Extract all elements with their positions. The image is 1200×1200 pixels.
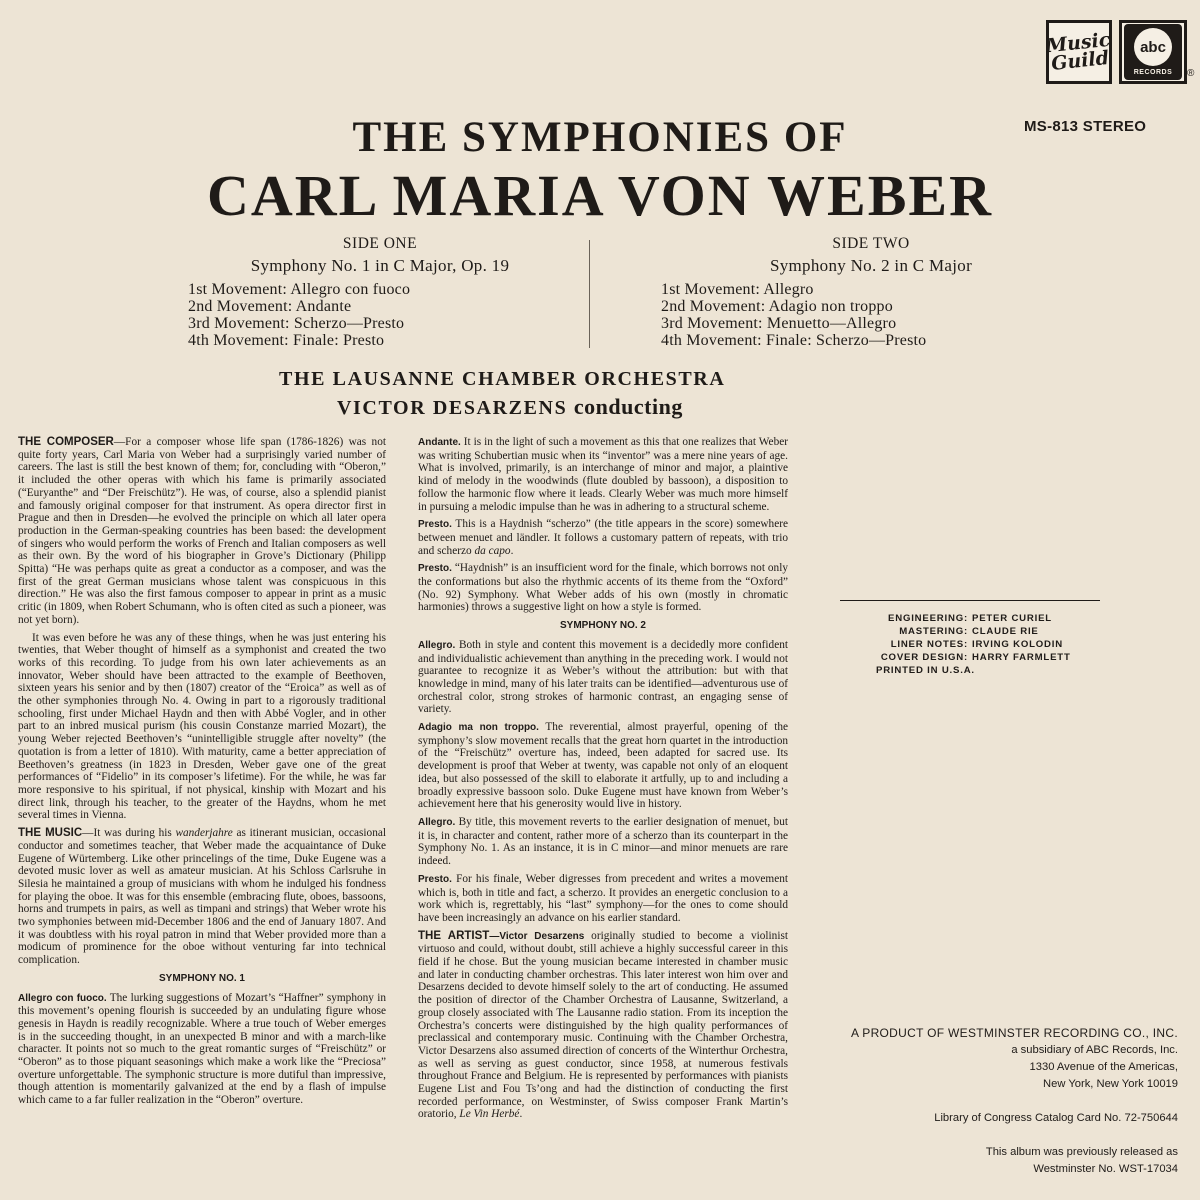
credit-row: LINER NOTES: IRVING KOLODIN bbox=[890, 639, 1063, 650]
conducting-label: conducting bbox=[573, 394, 683, 419]
catalog-number: MS-813 STEREO bbox=[1024, 118, 1147, 135]
credit-row: COVER DESIGN: HARRY FARMLETT bbox=[880, 652, 1071, 663]
side-two-heading: SIDE TWO bbox=[832, 235, 910, 252]
music-guild-logo bbox=[1046, 20, 1112, 84]
side-divider bbox=[589, 240, 590, 348]
abc-records-logo bbox=[1119, 20, 1187, 84]
side-two-movement: 3rd Movement: Menuetto—Allegro bbox=[661, 315, 897, 332]
artist-paragraph: THE ARTIST—Victor Desarzens originally studied to become a violinist virtuoso and could, without doubt, still achieve a highly successful career in this field if he chose. But the young musician became interested in chamber music and later in conducting chamber orchestras. This later interest won him over and Desarzens decided to devote himself solely to the art of conducting. He assumed the position of director of the Chamber Orchestra of Lausanne, Switzerland, a group closely associated with The Lausanne radio station. From its inception the Orchestra’s concerts were distinguished by the high quality performances of preclassical and contemporary music. Continuing with the Chamber Orchestra, Victor Desarzens also assumed direction of concerts of the Winterthur Orchestra, as well as serving as guest conductor, since 1958, at numerous festivals throughout France and Belgium. He is represented by performances with pianists Eugene List and Fou Ts’ong and had the distinction of conducting the first recorded performance, on Westminster, of Swiss composer Frank Martin’s oratorio, Le Vin Herbé. bbox=[418, 929, 788, 1121]
abc-logo-text: abc bbox=[1134, 28, 1172, 66]
side-one-movement: 2nd Movement: Andante bbox=[188, 298, 352, 315]
conductor-name: VICTOR DESARZENS bbox=[337, 397, 568, 419]
allegro-paragraph: Allegro. Both in style and content this movement is a decidedly more confident and individualistic achievement than anything in the preceding work. I would not guarantee to recognize it as Weber’s without the attribution: but with that knowledge in mind, many of his later traits can be identified—adventurous use of orchestral color, strong strokes of harmonic contrast, an engaging sense of variety. bbox=[418, 638, 788, 716]
westminster-number: Westminster No. WST-17034 bbox=[1033, 1163, 1178, 1175]
title-line-2: CARL MARIA VON WEBER bbox=[207, 163, 993, 228]
side-two-movement: 4th Movement: Finale: Scherzo—Presto bbox=[661, 332, 927, 349]
printed-in: PRINTED IN U.S.A. bbox=[876, 665, 975, 676]
presto-finale-paragraph: Presto. “Haydnish” is an insufficient word for the finale, which borrows not only the conformations but also the rhythmic accents of its theme from the “Oxford” (No. 92) Symphony. What Weber adds of his own (mostly in chromatic harmonies) throws a suggestive light on how a style is formed. bbox=[418, 562, 788, 614]
side-one-movement: 4th Movement: Finale: Presto bbox=[188, 332, 385, 349]
adagio-paragraph: Adagio ma non troppo. The reverential, almost prayerful, opening of the symphony’s slow movement recalls that the great horn quartet in the introduction of the “Freischütz” overture has, indeed, been adapted for sacred use. Its development is proof that Weber at twenty, was capable not only of an eloquent idea, but also possessed of the skill to elaborate it artfully, up to and including a broadly expressive bassoon solo. Duke Eugene must have known from Weber’s achievement here that his generosity would live in history. bbox=[418, 721, 789, 811]
scherzo-finale-paragraph: Presto. For his finale, Weber digresses from precedent and writes a movement which is, both in title and fact, a scherzo. It provides an energetic conclusion to a work which is, regrettably, his “last” symphony—for the ones to come should have been increasingly an advance on his earlier standard. bbox=[418, 872, 788, 924]
artist-heading: THE ARTIST bbox=[418, 929, 490, 942]
allegro-con-fuoco-paragraph: Allegro con fuoco. The lurking suggestions of Mozart’s “Haffner” symphony in this movement’s opening flourish is succeeded by an undulating figure whose genesis in Haydn is readily recognizable. Where a true touch of Weber emerges is in the succeeding thought, in an unexpected B minor and with a march-like character. It points not so much to the great romantic surges of “Freischütz” or “Oberon” as to those piquant seasonings which make a work like the “Preciosa” overture unforgettable. The symphonic structure is more dutiful than impressive, though attention is momentarily galvanized at the end by a flash of impulse which came to a far fuller realization in the “Oberon” overture. bbox=[18, 991, 386, 1107]
composer-paragraph: THE COMPOSER—For a composer whose life span (1786-1826) was not quite forty years, Carl Maria von Weber had a surprisingly varied number of careers. The last is still the best known of them; for, concluding with “Oberon,” it included the other operas with which his fame is primarily associated (“Euryanthe” and “Der Freischütz”). He was, of course, also a splendid pianist and famously original composer for that instrument. As opera director first in Prague and then in Dresden—he evolved the principle on which all later opera production in the German-speaking countries has been based: the development of singers who would perform the works of French and Italian composers as well as their own. By the word of his biographer in Grove’s Dictionary (Philipp Spitta) “He was perhaps quite as great a conductor as a composer, and was the first of the great German musicians whose talent was conspicuous in this direction.” He was also the first famous composer to appear in print as a music critic (in 1809, when Robert Schumann, who is often cited as such a pioneer, was not yet born). bbox=[18, 436, 386, 626]
side-two-symphony: Symphony No. 2 in C Major bbox=[769, 256, 973, 275]
side-two-movement: 2nd Movement: Adagio non troppo bbox=[661, 298, 893, 315]
address-line: 1330 Avenue of the Americas, bbox=[1029, 1061, 1178, 1073]
side-one-symphony: Symphony No. 1 in C Major, Op. 19 bbox=[250, 256, 510, 275]
side-two-movement: 1st Movement: Allegro bbox=[661, 281, 814, 298]
side-one-tracklist bbox=[170, 235, 590, 349]
previously-released: This album was previously released as bbox=[985, 1146, 1178, 1158]
symphony-1-heading: SYMPHONY NO. 1 bbox=[159, 972, 245, 984]
side-one-movement: 3rd Movement: Scherzo—Presto bbox=[188, 315, 405, 332]
liner-notes-column-1 bbox=[18, 436, 386, 1112]
side-one-heading: SIDE ONE bbox=[342, 235, 418, 252]
presto-scherzo-paragraph: Presto. This is a Haydnish “scherzo” (the title appears in the score) somewhere between menuet and ländler. It follows a customary pattern of repeats, with trio and scherzo da capo. bbox=[418, 518, 788, 557]
library-of-congress: Library of Congress Catalog Card No. 72-750644 bbox=[934, 1112, 1178, 1124]
registered-mark: ® bbox=[1187, 68, 1195, 79]
composer-heading: THE COMPOSER bbox=[18, 436, 114, 448]
subsidiary-line: a subsidiary of ABC Records, Inc. bbox=[1011, 1044, 1178, 1056]
composer-paragraph-2: It was even before he was any of these things, when he was just entering his twenties, that Weber thought of himself as a symphonist and created the two works of this recording. To judge from his own later achievements as an innovator, Weber should have been attracted to the example of Beethoven, sixteen years his senior and by then (1807) creator of the “Eroica” as well as of the other symphonies through No. 4. Owing in part to a rigorously traditional schooling, first under Michael Haydn and then with Abbé Vogler, and in other part to an inbred musical purism (his cousin Constanze married Mozart), the young Weber rejected Beethoven’s “unintelligible struggle after novelty” (the quotation is from a letter of 1810). With maturity, came a better appreciation of Beethoven’s greatness (in 1823 in Dresden, Weber gave one of the great performances of “Fidelio” in its composer’s lifetime). For the while, he was far more responsive to his spiritual, if not physical, kinship with Mozart and his direct link, through his teacher, to the greater of the Haydns, whom he met several times in Vienna. bbox=[18, 631, 386, 822]
side-two-tracklist bbox=[661, 235, 1081, 349]
orchestra-name: THE LAUSANNE CHAMBER ORCHESTRA bbox=[279, 368, 726, 390]
credit-row: MASTERING: CLAUDE RIE bbox=[899, 626, 1039, 637]
music-heading: THE MUSIC bbox=[18, 827, 83, 840]
performers bbox=[279, 365, 725, 422]
menuetto-paragraph: Allegro. By title, this movement reverts to the earlier designation of menuet, but it is, in character and content, rather more of a scherzo than its counterpart in the Symphony No. 1. As an instance, it is in C minor—and minor menuets are rare indeed. bbox=[418, 815, 788, 868]
product-of: A PRODUCT OF WESTMINSTER RECORDING CO., INC. bbox=[851, 1026, 1178, 1040]
andante-paragraph: Andante. It is in the light of such a movement as this that one realizes that Weber was writing Schubertian music when its “inventor” was a mere nine years of age. What is involved, primarily, is an interchange of minor and major, a plaintive kind of melody in the woodwinds (flute doubled by bassoon), a disposition to follow the harmonic flow where it leads. Clearly Weber was much more himself in pursuing a melodic impulse than he was in adhering to a structural scheme. bbox=[418, 436, 788, 513]
liner-notes-column-2 bbox=[418, 436, 788, 1126]
abc-records-label: RECORDS bbox=[1133, 69, 1173, 76]
side-one-movement: 1st Movement: Allegro con fuoco bbox=[188, 281, 411, 298]
music-guild-logo-text: Music Guild bbox=[1044, 28, 1112, 75]
title-line-1: THE SYMPHONIES OF bbox=[352, 114, 848, 161]
production-credits bbox=[840, 600, 1100, 677]
publisher-info bbox=[758, 1025, 1178, 1178]
credit-row: ENGINEERING: PETER CURIEL bbox=[888, 613, 1052, 624]
music-paragraph: THE MUSIC—It was during his wanderjahre as itinerant musician, occasional conductor and sometimes teacher, that Weber made the acquaintance of Duke Eugene of Würtemberg. Like other princelings of the time, Duke Eugene was a devoted music lover as well as amateur musician. At his Schloss Carlsruhe in Silesia he maintained a group of musicians with whom he indulged his fondness for playing the oboe. It was for this ensemble (embracing flute, oboes, bassoons, horns and trumpets in pairs, as well as timpani and strings) that Weber wrote his two symphonies between mid-December 1806 and the end of January 1807. And it was doubtless with his royal patron in mind that Weber provided more than a modicum of prominence for the oboe without venturing far into technical complication. bbox=[18, 827, 387, 967]
symphony-2-heading: SYMPHONY NO. 2 bbox=[560, 620, 646, 632]
city-line: New York, New York 10019 bbox=[1043, 1078, 1178, 1090]
